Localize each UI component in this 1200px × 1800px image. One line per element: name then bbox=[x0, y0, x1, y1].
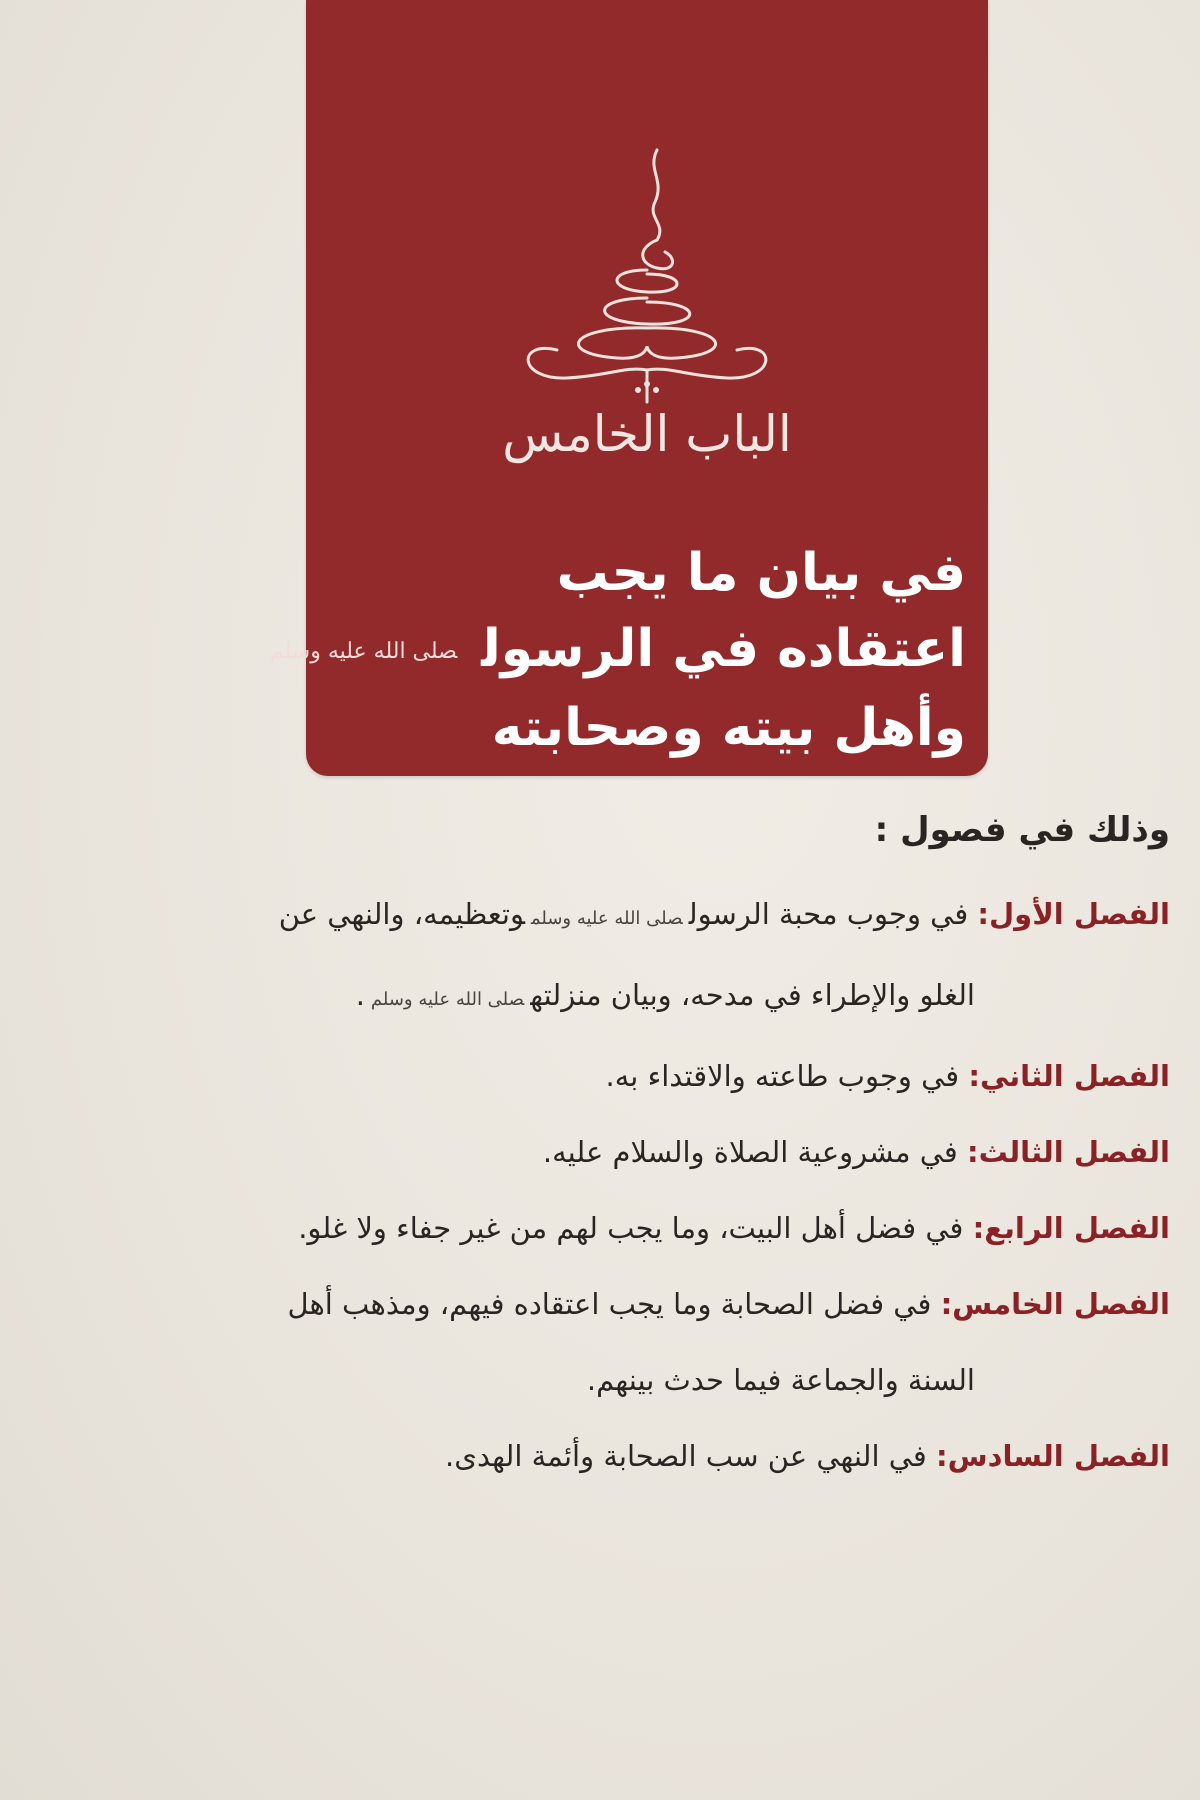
honorific-glyph: صلى الله عليه وسلم bbox=[370, 989, 525, 1010]
chapter-text: في مشروعية الصلاة والسلام عليه. bbox=[542, 1135, 967, 1169]
calligraphic-ornament bbox=[497, 140, 797, 410]
chapter-entry-1 bbox=[130, 876, 1170, 957]
chapter-name: الفصل السادس: bbox=[936, 1439, 1170, 1473]
chapter-text: في فضل الصحابة وما يجب اعتقاده فيهم، ومذهب أهل bbox=[287, 1287, 941, 1321]
chapter-entry-6 bbox=[130, 1418, 1170, 1494]
contents-intro: وذلك في فصول : bbox=[874, 810, 1170, 850]
chapter-entry-5 bbox=[130, 1266, 1170, 1342]
chapter-text: السنة والجماعة فيما حدث بينهم. bbox=[586, 1363, 975, 1397]
chapter-name: الفصل الثالث: bbox=[967, 1135, 1170, 1169]
chapter-entry-4 bbox=[130, 1190, 1170, 1266]
chapter-name: الفصل الأول: bbox=[977, 897, 1170, 931]
chapter-text: في فضل أهل البيت، وما يجب لهم من غير جفاء ولا غلو. bbox=[298, 1211, 973, 1245]
chapter-label: الباب الخامس bbox=[502, 405, 792, 463]
chapter-entry-3 bbox=[130, 1114, 1170, 1190]
chapter-entry-1-continuation bbox=[130, 957, 1170, 1038]
chapter-text: . bbox=[355, 978, 365, 1012]
chapter-text: الغلو والإطراء في مدحه، وبيان منزلته bbox=[530, 978, 975, 1012]
chapter-entry-5-continuation bbox=[130, 1342, 1170, 1418]
chapter-text: في النهي عن سب الصحابة وأئمة الهدى. bbox=[445, 1439, 937, 1473]
chapter-entry-2 bbox=[130, 1038, 1170, 1114]
chapter-name: الفصل الرابع: bbox=[972, 1211, 1170, 1245]
honorific-glyph: صلى الله عليه وسلم bbox=[530, 908, 683, 929]
chapter-banner bbox=[269, 0, 988, 776]
title-line-2 bbox=[269, 611, 966, 690]
honorific-glyph: صلى الله عليه وسلم bbox=[269, 639, 458, 664]
chapter-text: في وجوب محبة الرسول bbox=[688, 897, 978, 931]
title-line-2-text: اعتقاده في الرسول bbox=[481, 619, 966, 679]
chapter-contents bbox=[130, 810, 1170, 1494]
title-line-1: في بيان ما يجب bbox=[556, 543, 966, 603]
chapter-name: الفصل الخامس: bbox=[940, 1287, 1170, 1321]
chapter-text: في وجوب طاعته والاقتداء به. bbox=[605, 1059, 969, 1093]
chapter-name: الفصل الثاني: bbox=[968, 1059, 1170, 1093]
chapter-title bbox=[269, 535, 966, 766]
chapter-text: وتعظيمه، والنهي عن bbox=[278, 897, 525, 931]
title-line-3: وأهل بيته وصحابته bbox=[491, 698, 966, 758]
